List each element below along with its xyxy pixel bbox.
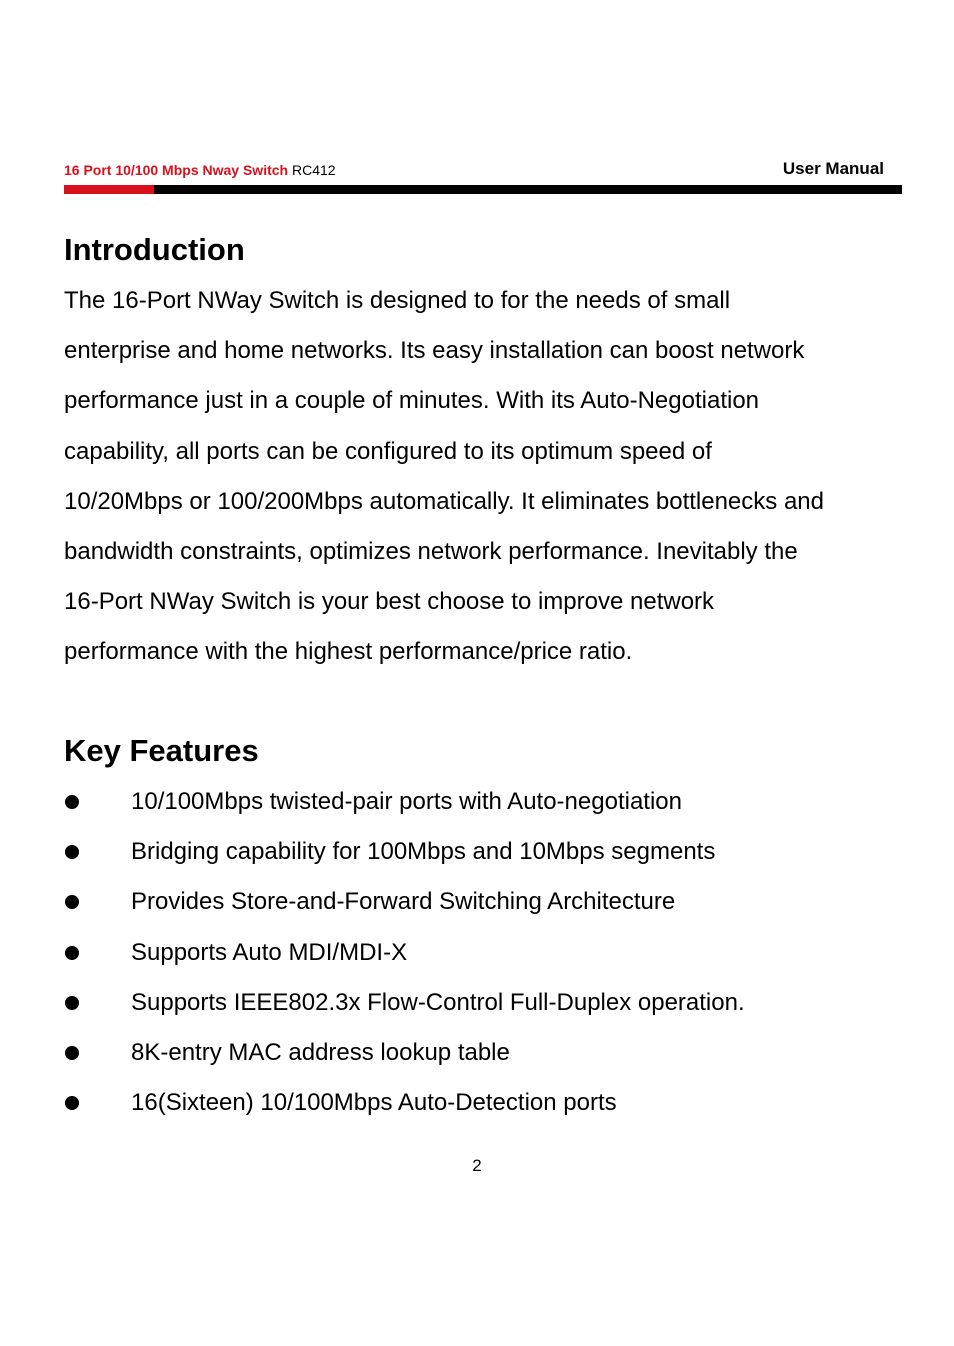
paragraph-line: performance with the highest performance/price ratio.: [64, 638, 633, 666]
bullet-icon: [65, 946, 79, 960]
feature-item: [64, 983, 904, 1033]
feature-text: 16(Sixteen) 10/100Mbps Auto-Detection ports: [131, 1089, 617, 1117]
paragraph-line: bandwidth constraints, optimizes network performance. Inevitably the: [64, 537, 798, 565]
introduction-heading: Introduction: [64, 232, 245, 267]
header-document-type: User Manual: [782, 159, 884, 178]
header-rule: [64, 185, 902, 194]
header-rule-accent: [64, 185, 154, 194]
bullet-icon: [65, 895, 79, 909]
bullet-icon: [65, 996, 79, 1010]
header-product-name: 16 Port 10/100 Mbps Nway Switch: [64, 162, 289, 178]
feature-item: [64, 832, 904, 882]
feature-text: Supports IEEE802.3x Flow-Control Full-Duplex operation.: [131, 988, 745, 1016]
key-features-list: [64, 782, 904, 1133]
bullet-icon: [65, 1046, 79, 1060]
feature-text: Supports Auto MDI/MDI-X: [131, 938, 408, 966]
feature-item: [64, 1083, 904, 1133]
introduction-paragraph: [64, 281, 904, 683]
paragraph-line: 10/20Mbps or 100/200Mbps automatically. It eliminates bottlenecks and: [64, 487, 824, 515]
key-features-heading: Key Features: [64, 733, 259, 768]
paragraph-line: 16-Port NWay Switch is your best choose to improve network: [64, 588, 715, 616]
feature-text: Bridging capability for 100Mbps and 10Mbps segments: [131, 838, 716, 866]
feature-item: [64, 782, 904, 832]
header-model-number: RC412: [291, 162, 336, 178]
paragraph-line: performance just in a couple of minutes. With its Auto-Negotiation: [64, 387, 760, 415]
feature-text: 10/100Mbps twisted-pair ports with Auto-negotiation: [131, 788, 682, 815]
feature-item: [64, 1033, 904, 1083]
header-product-line: [64, 162, 336, 178]
paragraph-line: enterprise and home networks. Its easy installation can boost network: [64, 337, 805, 365]
page-number: 2: [472, 1156, 482, 1175]
bullet-icon: [65, 795, 79, 809]
paragraph-line: The 16-Port NWay Switch is designed to for the needs of small: [64, 287, 731, 314]
paragraph-line: capability, all ports can be configured to its optimum speed of: [64, 437, 712, 465]
feature-text: 8K-entry MAC address lookup table: [131, 1038, 510, 1066]
feature-text: Provides Store-and-Forward Switching Architecture: [131, 888, 676, 916]
feature-item: [64, 882, 904, 932]
bullet-icon: [65, 845, 79, 859]
bullet-icon: [65, 1096, 79, 1110]
feature-item: [64, 933, 904, 983]
page-header: [64, 160, 902, 180]
